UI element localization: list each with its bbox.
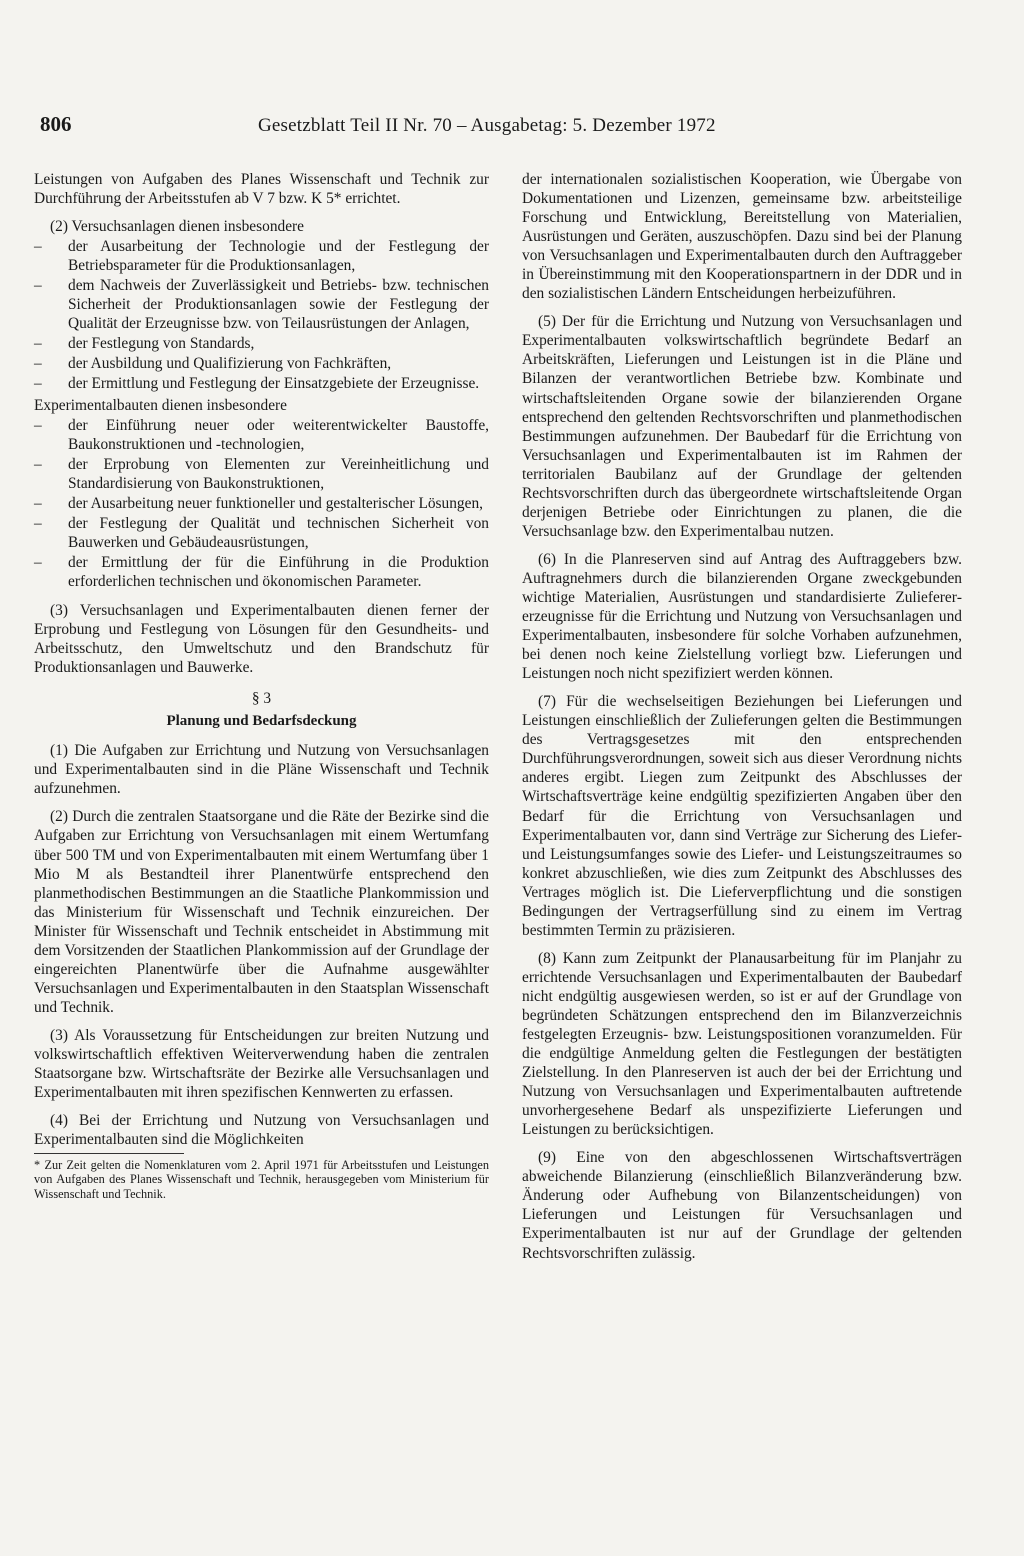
section3-paragraph-2: (2) Durch die zentralen Staatsorgane und die Räte der Bezirke sind die Aufgaben zur Errichtung von Versuchsanlagen mit einem Wertumfang über 500 TM und von Experimentalbauten mit einem Wertumfang über 1 Mio M als Bestandteil ihrer Planentwürfe entsprechend den planmethodischen Bestimmungen an die Staatliche Plankommission und das Ministerium für Wissenschaft und Technik einzureichen. Der Minister für Wissenschaft und Technik entscheidet in Abstimmung mit dem Vorsitzenden der Staatlichen Plankommission auf der Grundlage der eingereichten Planentwürfe über die Aufnahme ausgewählter Versuchsanlagen und Experimentalbauten in den Staatsplan Wissenschaft und Technik.: [34, 808, 489, 1016]
right-column: [522, 170, 962, 1272]
running-title: Gesetzblatt Teil II Nr. 70 – Ausgabetag: 5. Dezember 1972: [258, 115, 716, 136]
left-column: [34, 170, 489, 1210]
paragraph-9: (9) Eine von den abgeschlossenen Wirtschaftsverträgen abweichende Bilanzierung (einschließlich Bilanzveränderung bzw. Änderung oder Aufhebung von Bilanzentscheidungen) von Lieferungen und Leistungen für Versuchsanlagen und Experimentalbauten ist nur auf der Grundlage der geltenden Rechtsvorschriften zulässig.: [522, 1149, 962, 1262]
paragraph-continued: Leistungen von Aufgaben des Planes Wissenschaft und Technik zur Durchführung der Arbeitsstufen ab V 7 bzw. K 5* errichtet.: [34, 171, 489, 208]
list-item: – der Ermittlung und Festlegung der Einsatzgebiete der Erzeugnisse.: [34, 374, 489, 393]
page-header: [40, 112, 760, 142]
paragraph-6: (6) In die Planreserven sind auf Antrag des Auftraggebers bzw. Auftragnehmers durch die bilanzierenden Organe zweckgebunden wichtige Materialien, Ausrüstungen und standardisierte Zulieferererzeugnisse für die Errichtung und Nutzung von Versuchsanlagen und Experimentalbauten, insbesondere für solche Vorhaben aufzunehmen, bei denen noch keine Zielstellung vorliegt bzw. Lieferungen und Leistungen noch nicht spezifiziert werden können.: [522, 550, 962, 683]
paragraph-2-intro: (2) Versuchsanlagen dienen insbesondere: [50, 218, 305, 236]
footnote: * Zur Zeit gelten die Nomenklaturen vom 2. April 1971 für Arbeitsstufen und Leistungen von Aufgaben des Planes Wissenschaft und Technik, herausgegeben vom Ministerium für Wissenschaft und Technik.: [34, 1158, 489, 1201]
page-number: 806: [40, 112, 72, 136]
list-item: – der Erprobung von Elementen zur Vereinheitlichung und Standardisierung von Baukonstruktionen,: [34, 455, 489, 493]
list-item: – der Festlegung von Standards,: [34, 334, 489, 353]
list-item: – der Ermittlung der für die Einführung in die Produktion erforderlichen technischen und ökonomischen Parameter.: [34, 553, 489, 591]
experimentalbauten-intro: Experimentalbauten dienen insbesondere: [34, 396, 287, 414]
list-item: – der Festlegung der Qualität und technischen Sicherheit von Bauwerken und Gebäudeausrüstungen,: [34, 514, 489, 552]
list-experimentalbauten: [34, 416, 489, 591]
footnote-rule: [34, 1153, 184, 1154]
section3-paragraph-1: (1) Die Aufgaben zur Errichtung und Nutzung von Versuchsanlagen und Experimentalbauten sind in die Pläne Wissenschaft und Technik aufzunehmen.: [34, 742, 489, 798]
section-number: § 3: [251, 690, 272, 708]
list-item: – der Ausbildung und Qualifizierung von Fachkräften,: [34, 354, 489, 373]
list-item: – dem Nachweis der Zuverlässigkeit und Betriebs- bzw. technischen Sicherheit der Produktionsanlagen sowie der Festlegung der Qualität der Erzeugnisse bzw. von Teilausrüstungen der Anlagen,: [34, 276, 489, 333]
paragraph-continued: der internationalen sozialistischen Kooperation, wie Übergabe von Dokumentationen und Lizenzen, gemeinsame bzw. arbeitsteilige Forschung und Entwicklung, Bereitstellung von Materialien, Ausrüstungen und Geräten, auszuschöpfen. Dazu sind bei der Planung von Versuchsanlagen und Experimentalbauten durch den Auftraggeber in Übereinstimmung mit den Kooperationspartnern in der DDR und in den sozialistischen Ländern Entscheidungen herbeizuführen.: [522, 171, 962, 303]
list-item: – der Ausarbeitung neuer funktioneller und gestalterischer Lösungen,: [34, 494, 489, 513]
list-versuchsanlagen: [34, 237, 489, 393]
paragraph-5: (5) Der für die Errichtung und Nutzung von Versuchsanlagen und Experimentalbauten volkswirtschaftlich begründete Bedarf an Arbeitskräften, Lieferungen und Leistungen ist in die Pläne und Bilanzen der verantwortlichen Betriebe bzw. Kombinate und wirtschaftsleitenden Organe sowie der bilanzierenden Organe entsprechend den geltenden Rechtsvorschriften und planmethodischen Bestimmungen aufzunehmen. Der Baubedarf für die Errichtung von Versuchsanlagen und Experimentalbauten ist im Rahmen der territorialen Baubilanz auf der Grundlage der geltenden Rechtsvorschriften durch das übergeordnete wirtschaftsleitende Organ derjenigen Betriebe oder Einrichtungen zu planen, die die Versuchsanlage bzw. den Experimentalbau nutzen.: [522, 313, 962, 540]
section3-paragraph-4: (4) Bei der Errichtung und Nutzung von Versuchsanlagen und Experimentalbauten sind die Möglichkeiten: [34, 1112, 489, 1149]
list-item: – der Ausarbeitung der Technologie und der Festlegung der Betriebsparameter für die Produktionsanlagen,: [34, 237, 489, 275]
paragraph-8: (8) Kann zum Zeitpunkt der Planausarbeitung für im Planjahr zu errichtende Versuchsanlagen und Experimentalbauten der Baubedarf nicht endgültig ausgewiesen werden, so ist er auf der Grundlage von begründeten Schätzungen entsprechend den im Bilanzverzeichnis festgelegten Erzeugnis- bzw. Leistungspositionen voranzumelden. Für die endgültige Anmeldung gelten die Festlegungen der bestätigten Zielstellung. In den Planreserven ist auch der bei der Errichtung und Nutzung von Versuchsanlagen und Experimentalbauten auftretende unvorhergesehene Bedarf als unspezifizierte Lieferungen und Leistungen zu berücksichtigen.: [522, 949, 962, 1139]
section3-paragraph-3: (3) Als Voraussetzung für Entscheidungen zur breiten Nutzung und volkswirtschaftlich effektiven Weiterverwendung haben die zentralen Staatsorgane bzw. Wirtschaftsräte der Bezirke alle Versuchsanlagen und Experimentalbauten mit ihren spezifischen Kennwerten zu erfassen.: [34, 1026, 489, 1102]
section-title: Planung und Bedarfsdeckung: [166, 713, 357, 730]
list-item: – der Einführung neuer oder weiterentwickelter Baustoffe, Baukonstruktionen und -technologien,: [34, 416, 489, 454]
paragraph-3: (3) Versuchsanlagen und Experimentalbauten dienen ferner der Erprobung und Festlegung von Lösungen für den Gesundheits- und Arbeitsschutz, den Umweltschutz und den Brandschutz für Produktionsanlagen und Bauwerke.: [34, 601, 489, 677]
paragraph-7: (7) Für die wechselseitigen Beziehungen bei Lieferungen und Leistungen einschließlich der Zulieferungen gelten die Bestimmungen des Vertragsgesetzes mit den entsprechenden Durchführungsverordnungen, soweit sich aus dieser Verordnung nichts anderes ergibt. Liegen zum Zeitpunkt des Abschlusses der Wirtschaftsverträge keine endgültig spezifizierten Angaben über den Bedarf für die Errichtung von Versuchsanlagen und Experimentalbauten vor, dann sind Verträge zur Sicherung des Liefer- und Leistungsumfanges sowie des Liefer- und Leistungszeitraumes so konkret abzuschließen, wie dies zum Zeitpunkt des Abschlusses des Vertrages möglich ist. Die Lieferverpflichtung und die sonstigen Bedingungen der Vertragserfüllung sind zu einem im Vertrag bestimmten Termin zu präzisieren.: [522, 693, 962, 939]
